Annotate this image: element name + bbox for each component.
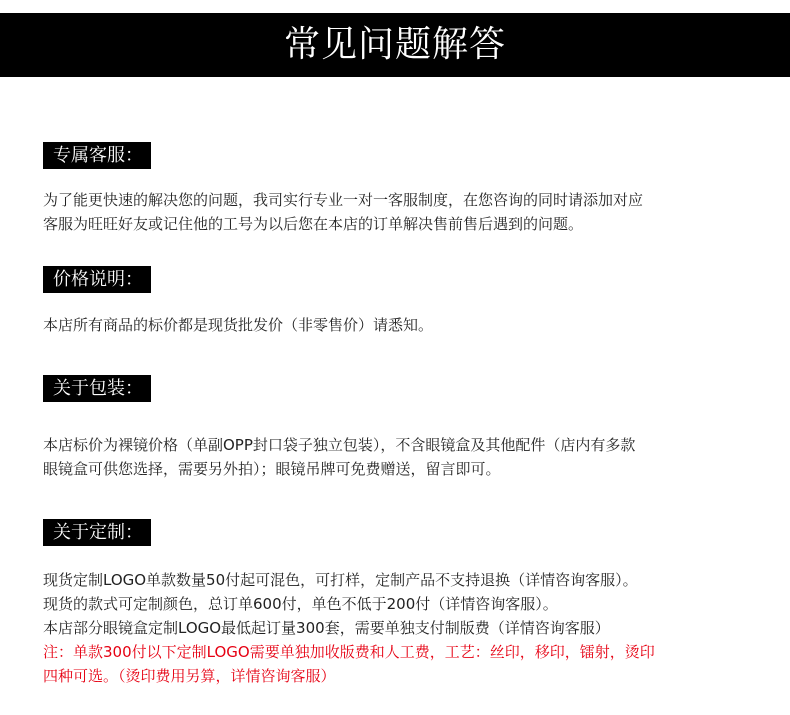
section-text-customization (43, 568, 743, 688)
text-line: 本店所有商品的标价都是现货批发价（非零售价）请悉知。 (43, 316, 434, 334)
text-line: 客服为旺旺好友或记住他的工号为以后您在本店的订单解决售前售后遇到的问题。 (43, 215, 584, 233)
section-label-price-notes: 价格说明： (43, 266, 151, 293)
section-text-packaging (43, 433, 743, 481)
text-line: 本店标价为裸镜价格（单副OPP封口袋子独立包装），不含眼镜盒及其他配件（店内有多款 (43, 436, 636, 454)
section-label-exclusive-service: 专属客服： (43, 142, 151, 169)
section-text-price-notes (43, 313, 743, 337)
header-banner (0, 13, 790, 77)
section-label-customization: 关于定制： (43, 519, 151, 546)
text-line: 本店部分眼镜盒定制LOGO最低起订量300套，需要单独支付制版费（详情咨询客服） (43, 619, 610, 637)
page-title: 常见问题解答 (283, 24, 506, 65)
section-text-exclusive-service (43, 188, 743, 236)
note-line: 四种可选。（烫印费用另算，详情咨询客服） (43, 667, 336, 685)
text-line: 现货定制LOGO单款数量50付起可混色，可打样，定制产品不支持退换（详情咨询客服）。 (43, 571, 638, 589)
text-line: 眼镜盒可供您选择，需要另外拍）；眼镜吊牌可免费赠送，留言即可。 (43, 460, 501, 478)
text-line: 现货的款式可定制颜色，总订单600付，单色不低于200付（详情咨询客服）。 (43, 595, 558, 613)
section-label-packaging: 关于包装： (43, 375, 151, 402)
text-line: 为了能更快速的解决您的问题，我司实行专业一对一客服制度，在您咨询的同时请添加对应 (43, 191, 644, 209)
note-line: 注：单款300付以下定制LOGO需要单独加收版费和人工费，工艺：丝印，移印，镭射，烫印 (43, 643, 655, 661)
